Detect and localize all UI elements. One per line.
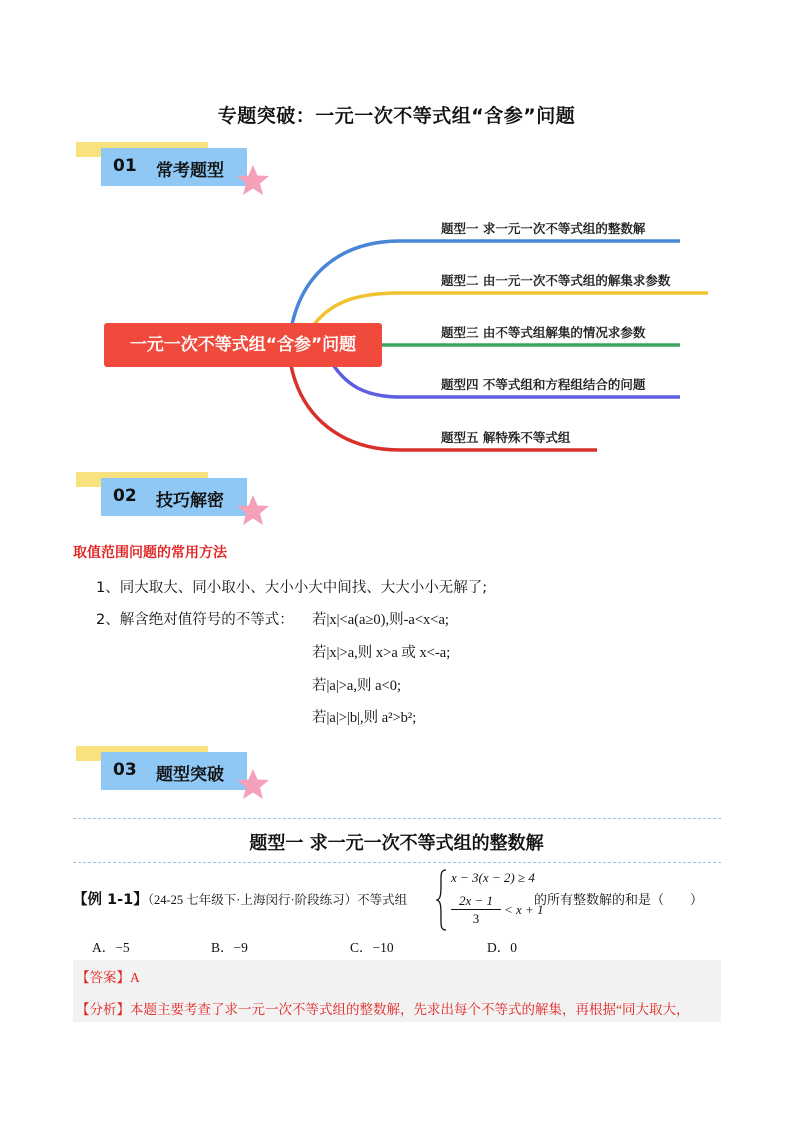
answer-line — [76, 966, 140, 986]
mindmap-branches — [0, 0, 793, 470]
section-number: 01 — [113, 156, 137, 176]
abs-rule-3: 若|a|>a,则 a<0; — [312, 678, 401, 694]
divider-top — [73, 818, 721, 819]
example-source: （24-25 七年级下·上海闵行·阶段练习）不等式组 — [147, 893, 408, 907]
star-icon — [236, 494, 270, 526]
inequality-2-rhs: < x + 1 — [504, 902, 544, 917]
section-header-02 — [76, 472, 276, 534]
section-label: 常考题型 — [156, 161, 224, 181]
brace-icon — [436, 868, 448, 932]
method-line-2-prefix: 2、解含绝对值符号的不等式： — [96, 612, 294, 628]
abs-rule-1: 若|x|<a(a≥0),则-a<x<a; — [312, 612, 449, 628]
option-c: C．−10 — [350, 940, 394, 955]
abs-rule-2: 若|x|>a,则 x>a 或 x<-a; — [312, 645, 451, 661]
mindmap-item-4: 题型四 不等式组和方程组结合的问题 — [441, 377, 646, 392]
analysis-tag: 【分析】 — [76, 1002, 130, 1017]
answer-value: A — [130, 970, 140, 985]
mindmap-center-node: 一元一次不等式组“含参”问题 — [104, 323, 382, 367]
section-number: 03 — [113, 760, 137, 780]
mindmap-item-3: 题型三 由不等式组解集的情况求参数 — [441, 325, 646, 340]
divider-bottom — [73, 862, 721, 863]
type-title: 题型一 求一元一次不等式组的整数解 — [249, 833, 544, 854]
star-icon — [236, 768, 270, 800]
section-header-03 — [76, 746, 276, 808]
mindmap-item-5: 题型五 解特殊不等式组 — [441, 430, 571, 445]
inequality-2-numerator: 2x − 1 — [451, 893, 501, 910]
answer-tag: 【答案】 — [76, 970, 130, 985]
example-tag: 【例 1-1】 — [73, 892, 148, 908]
mindmap-item-1: 题型一 求一元一次不等式组的整数解 — [441, 221, 646, 236]
section-label: 题型突破 — [156, 765, 224, 785]
analysis-text: 本题主要考查了求一元一次不等式组的整数解，先求出每个不等式的解集，再根据“同大取大， — [130, 1002, 690, 1017]
methods-heading: 取值范围问题的常用方法 — [73, 545, 227, 561]
inequality-1: x − 3(x − 2) ≥ 4 — [451, 870, 535, 885]
example-question: 的所有整数解的和是（ ） — [534, 892, 704, 907]
option-b: B．−9 — [211, 940, 248, 955]
page-title: 专题突破：一元一次不等式组“含参”问题 — [217, 105, 576, 127]
section-number: 02 — [113, 486, 137, 506]
option-a: A．−5 — [92, 940, 130, 955]
example-stem — [73, 888, 407, 909]
option-d: D．0 — [487, 940, 517, 955]
mindmap-item-2: 题型二 由一元一次不等式组的解集求参数 — [441, 273, 671, 288]
section-label: 技巧解密 — [156, 491, 224, 511]
method-line-1: 1、同大取大、同小取小、大小小大中间找、大大小小无解了; — [96, 580, 488, 596]
analysis-line — [76, 998, 690, 1018]
abs-rule-4: 若|a|>|b|,则 a²>b²; — [312, 710, 417, 726]
inequality-2-denominator: 3 — [472, 911, 480, 926]
